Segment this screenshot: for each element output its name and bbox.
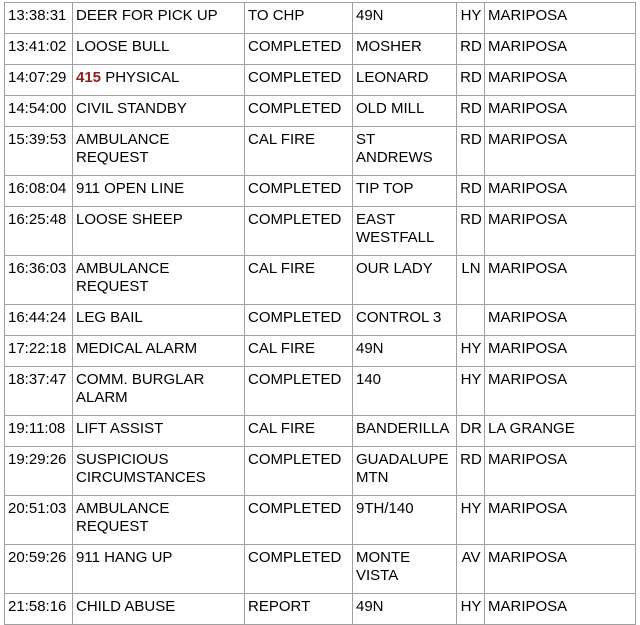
table-row	[5, 545, 636, 594]
table-row	[5, 96, 636, 127]
table-row	[5, 594, 636, 625]
incident-street-type	[457, 305, 485, 336]
table-row	[5, 3, 636, 34]
incident-disposition: REPORT	[245, 594, 353, 625]
incident-type-label: AMBULANCE REQUEST	[76, 260, 170, 295]
incident-type	[73, 34, 245, 65]
incident-type	[73, 594, 245, 625]
incident-type	[73, 127, 245, 176]
incident-log-body	[5, 3, 636, 625]
incident-time: 16:25:48	[5, 207, 73, 256]
incident-location: LEONARD	[353, 65, 457, 96]
incident-location: OLD MILL	[353, 96, 457, 127]
incident-city: MARIPOSA	[485, 176, 636, 207]
incident-disposition: TO CHP	[245, 3, 353, 34]
incident-street-type: AV	[457, 545, 485, 594]
incident-street-type: RD	[457, 176, 485, 207]
table-row	[5, 336, 636, 367]
incident-city: MARIPOSA	[485, 496, 636, 545]
incident-street-type: HY	[457, 367, 485, 416]
incident-disposition: COMPLETED	[245, 34, 353, 65]
incident-log-table	[4, 2, 636, 625]
incident-city: MARIPOSA	[485, 96, 636, 127]
incident-type	[73, 96, 245, 127]
incident-location: CONTROL 3	[353, 305, 457, 336]
incident-location: 140	[353, 367, 457, 416]
incident-city: MARIPOSA	[485, 336, 636, 367]
incident-disposition: COMPLETED	[245, 496, 353, 545]
incident-street-type: RD	[457, 96, 485, 127]
incident-type-label: SUSPICIOUS CIRCUMSTANCES	[76, 451, 206, 486]
incident-city: MARIPOSA	[485, 367, 636, 416]
incident-street-type: LN	[457, 256, 485, 305]
incident-type-label: MEDICAL ALARM	[76, 340, 198, 357]
incident-city: MARIPOSA	[485, 127, 636, 176]
incident-disposition: COMPLETED	[245, 207, 353, 256]
incident-street-type: HY	[457, 496, 485, 545]
incident-type-label: AMBULANCE REQUEST	[76, 500, 170, 535]
incident-city: MARIPOSA	[485, 447, 636, 496]
incident-type	[73, 305, 245, 336]
table-row	[5, 256, 636, 305]
incident-time: 20:51:03	[5, 496, 73, 545]
incident-time: 13:38:31	[5, 3, 73, 34]
incident-time: 15:39:53	[5, 127, 73, 176]
incident-time: 19:11:08	[5, 416, 73, 447]
incident-time: 17:22:18	[5, 336, 73, 367]
incident-location: 49N	[353, 594, 457, 625]
table-row	[5, 367, 636, 416]
table-row	[5, 416, 636, 447]
incident-street-type: RD	[457, 447, 485, 496]
incident-disposition: COMPLETED	[245, 65, 353, 96]
incident-time: 16:44:24	[5, 305, 73, 336]
incident-type-label: PHYSICAL	[101, 69, 180, 86]
incident-type	[73, 496, 245, 545]
incident-type	[73, 207, 245, 256]
incident-type	[73, 336, 245, 367]
incident-type	[73, 3, 245, 34]
incident-street-type: RD	[457, 34, 485, 65]
incident-location: OUR LADY	[353, 256, 457, 305]
incident-type	[73, 416, 245, 447]
incident-type	[73, 545, 245, 594]
incident-disposition: CAL FIRE	[245, 416, 353, 447]
table-row	[5, 176, 636, 207]
incident-city: MARIPOSA	[485, 256, 636, 305]
incident-time: 13:41:02	[5, 34, 73, 65]
incident-type	[73, 176, 245, 207]
incident-city: MARIPOSA	[485, 207, 636, 256]
incident-location: TIP TOP	[353, 176, 457, 207]
incident-street-type: RD	[457, 127, 485, 176]
incident-type-label: COMM. BURGLAR ALARM	[76, 371, 205, 406]
incident-time: 16:36:03	[5, 256, 73, 305]
incident-disposition: CAL FIRE	[245, 336, 353, 367]
incident-street-type: HY	[457, 336, 485, 367]
incident-disposition: COMPLETED	[245, 367, 353, 416]
incident-type	[73, 447, 245, 496]
incident-type	[73, 256, 245, 305]
incident-disposition: CAL FIRE	[245, 256, 353, 305]
incident-city: MARIPOSA	[485, 3, 636, 34]
table-row	[5, 207, 636, 256]
incident-location: 49N	[353, 3, 457, 34]
incident-time: 21:58:16	[5, 594, 73, 625]
incident-type-label: LEG BAIL	[76, 309, 143, 326]
incident-location: 9TH/140	[353, 496, 457, 545]
table-row	[5, 34, 636, 65]
incident-type	[73, 367, 245, 416]
incident-street-type: HY	[457, 3, 485, 34]
incident-city: MARIPOSA	[485, 65, 636, 96]
incident-type-label: CHILD ABUSE	[76, 598, 176, 615]
incident-time: 19:29:26	[5, 447, 73, 496]
incident-type	[73, 65, 245, 96]
table-row	[5, 127, 636, 176]
incident-type-label: 911 HANG UP	[76, 549, 173, 566]
incident-city: MARIPOSA	[485, 594, 636, 625]
incident-type-label: CIVIL STANDBY	[76, 100, 187, 117]
incident-location: 49N	[353, 336, 457, 367]
table-row	[5, 496, 636, 545]
incident-disposition: COMPLETED	[245, 96, 353, 127]
incident-type-label: LOOSE SHEEP	[76, 211, 183, 228]
incident-type-label: DEER FOR PICK UP	[76, 7, 218, 24]
table-row	[5, 447, 636, 496]
incident-location: ST ANDREWS	[353, 127, 457, 176]
incident-street-type: RD	[457, 207, 485, 256]
incident-time: 16:08:04	[5, 176, 73, 207]
incident-disposition: COMPLETED	[245, 305, 353, 336]
incident-time: 14:54:00	[5, 96, 73, 127]
incident-city: MARIPOSA	[485, 545, 636, 594]
incident-location: EAST WESTFALL	[353, 207, 457, 256]
incident-location: BANDERILLA	[353, 416, 457, 447]
incident-city: MARIPOSA	[485, 305, 636, 336]
incident-city: MARIPOSA	[485, 34, 636, 65]
incident-location: MONTE VISTA	[353, 545, 457, 594]
incident-code: 415	[76, 69, 102, 86]
incident-street-type: RD	[457, 65, 485, 96]
incident-street-type: DR	[457, 416, 485, 447]
table-row	[5, 305, 636, 336]
incident-time: 20:59:26	[5, 545, 73, 594]
incident-disposition: COMPLETED	[245, 447, 353, 496]
incident-time: 14:07:29	[5, 65, 73, 96]
incident-location: MOSHER	[353, 34, 457, 65]
incident-city: LA GRANGE	[485, 416, 636, 447]
incident-type-label: 911 OPEN LINE	[76, 180, 185, 197]
incident-type-label: AMBULANCE REQUEST	[76, 131, 170, 166]
incident-disposition: CAL FIRE	[245, 127, 353, 176]
table-row	[5, 65, 636, 96]
incident-type-label: LIFT ASSIST	[76, 420, 164, 437]
incident-location: GUADALUPE MTN	[353, 447, 457, 496]
incident-street-type: HY	[457, 594, 485, 625]
incident-time: 18:37:47	[5, 367, 73, 416]
incident-disposition: COMPLETED	[245, 545, 353, 594]
incident-disposition: COMPLETED	[245, 176, 353, 207]
incident-type-label: LOOSE BULL	[76, 38, 170, 55]
